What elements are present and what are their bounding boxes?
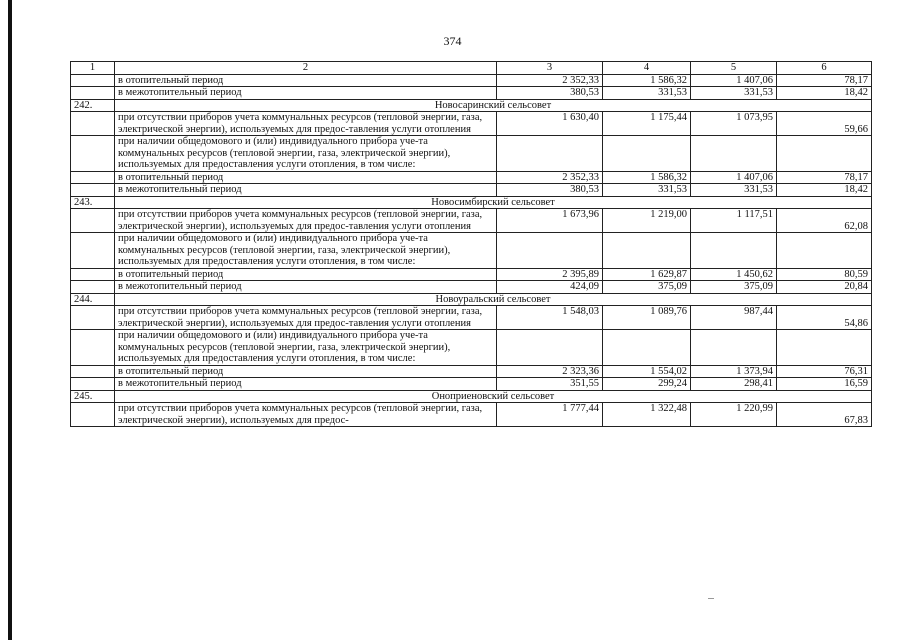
scan-edge-line xyxy=(8,0,12,640)
value-col-6: 18,42 xyxy=(777,87,872,100)
header-col-6: 6 xyxy=(777,62,872,75)
header-col-1: 1 xyxy=(71,62,115,75)
value-col-4: 1 629,87 xyxy=(603,268,691,281)
section-number: 245. xyxy=(71,390,115,403)
row-label: при отсутствии приборов учета коммунальных ресурсов (тепловой энергии, газа, электрической энергии), используемых для предос-тавления услуги отопления xyxy=(115,209,497,233)
section-number: 244. xyxy=(71,293,115,306)
value-col-4: 1 175,44 xyxy=(603,112,691,136)
value-col-4: 1 554,02 xyxy=(603,365,691,378)
value-col-3 xyxy=(497,136,603,172)
value-col-3: 424,09 xyxy=(497,281,603,294)
section-number: 243. xyxy=(71,196,115,209)
value-col-4: 1 586,32 xyxy=(603,74,691,87)
row-number-cell xyxy=(71,233,115,269)
value-col-3: 1 630,40 xyxy=(497,112,603,136)
section-number: 242. xyxy=(71,99,115,112)
table-body xyxy=(71,74,872,427)
row-number-cell xyxy=(71,365,115,378)
scan-mark xyxy=(708,598,714,599)
value-col-4 xyxy=(603,233,691,269)
row-number-cell xyxy=(71,378,115,391)
table-row xyxy=(71,136,872,172)
table-row xyxy=(71,365,872,378)
header-col-2: 2 xyxy=(115,62,497,75)
table-row xyxy=(71,330,872,366)
value-col-3: 2 395,89 xyxy=(497,268,603,281)
value-col-4: 1 322,48 xyxy=(603,403,691,427)
table-row xyxy=(71,87,872,100)
section-title: Новоуральский сельсовет xyxy=(115,293,872,306)
row-number-cell xyxy=(71,112,115,136)
row-number-cell xyxy=(71,87,115,100)
section-header-row xyxy=(71,99,872,112)
section-header-row xyxy=(71,293,872,306)
row-number-cell xyxy=(71,171,115,184)
row-number-cell xyxy=(71,184,115,197)
value-col-5 xyxy=(691,330,777,366)
section-title: Оноприеновский сельсовет xyxy=(115,390,872,403)
value-col-3: 2 323,36 xyxy=(497,365,603,378)
row-number-cell xyxy=(71,209,115,233)
value-col-3: 351,55 xyxy=(497,378,603,391)
table-row xyxy=(71,268,872,281)
section-header-row xyxy=(71,390,872,403)
value-col-5: 375,09 xyxy=(691,281,777,294)
value-col-6 xyxy=(777,330,872,366)
value-col-5: 1 407,06 xyxy=(691,171,777,184)
value-col-4 xyxy=(603,330,691,366)
value-col-4: 1 219,00 xyxy=(603,209,691,233)
row-number-cell xyxy=(71,74,115,87)
row-number-cell xyxy=(71,330,115,366)
value-col-6: 18,42 xyxy=(777,184,872,197)
value-col-5: 1 220,99 xyxy=(691,403,777,427)
header-col-4: 4 xyxy=(603,62,691,75)
row-label: в отопительный период xyxy=(115,171,497,184)
value-col-6: 54,86 xyxy=(777,306,872,330)
value-col-6: 20,84 xyxy=(777,281,872,294)
value-col-5: 331,53 xyxy=(691,184,777,197)
row-label: при отсутствии приборов учета коммунальных ресурсов (тепловой энергии, газа, электрической энергии), используемых для предос-тавления услуги отопления xyxy=(115,112,497,136)
value-col-4: 1 089,76 xyxy=(603,306,691,330)
table-row xyxy=(71,74,872,87)
value-col-5: 1 407,06 xyxy=(691,74,777,87)
value-col-4: 1 586,32 xyxy=(603,171,691,184)
section-title: Новосимбирский сельсовет xyxy=(115,196,872,209)
header-row xyxy=(71,62,872,75)
value-col-6: 76,31 xyxy=(777,365,872,378)
value-col-6: 80,59 xyxy=(777,268,872,281)
value-col-4 xyxy=(603,136,691,172)
value-col-3: 2 352,33 xyxy=(497,74,603,87)
page-number: 374 xyxy=(443,34,462,48)
value-col-5: 987,44 xyxy=(691,306,777,330)
value-col-3: 1 673,96 xyxy=(497,209,603,233)
value-col-4: 331,53 xyxy=(603,184,691,197)
row-number-cell xyxy=(71,403,115,427)
value-col-6 xyxy=(777,136,872,172)
row-number-cell xyxy=(71,136,115,172)
value-col-3: 1 548,03 xyxy=(497,306,603,330)
value-col-3 xyxy=(497,233,603,269)
value-col-6: 67,83 xyxy=(777,403,872,427)
row-label: в отопительный период xyxy=(115,365,497,378)
section-header-row xyxy=(71,196,872,209)
value-col-6: 62,08 xyxy=(777,209,872,233)
table-row xyxy=(71,184,872,197)
value-col-6: 16,59 xyxy=(777,378,872,391)
value-col-4: 331,53 xyxy=(603,87,691,100)
tariff-table xyxy=(70,61,872,427)
table-row xyxy=(71,378,872,391)
value-col-5: 1 450,62 xyxy=(691,268,777,281)
value-col-3: 2 352,33 xyxy=(497,171,603,184)
row-number-cell xyxy=(71,268,115,281)
value-col-5 xyxy=(691,233,777,269)
section-title: Новосаринский сельсовет xyxy=(115,99,872,112)
table-row xyxy=(71,281,872,294)
value-col-5 xyxy=(691,136,777,172)
row-label: в межотопительный период xyxy=(115,281,497,294)
value-col-6: 78,17 xyxy=(777,74,872,87)
value-col-4: 299,24 xyxy=(603,378,691,391)
value-col-6: 78,17 xyxy=(777,171,872,184)
value-col-4: 375,09 xyxy=(603,281,691,294)
row-label: в межотопительный период xyxy=(115,378,497,391)
row-number-cell xyxy=(71,306,115,330)
value-col-5: 298,41 xyxy=(691,378,777,391)
value-col-3: 1 777,44 xyxy=(497,403,603,427)
row-label: при отсутствии приборов учета коммунальных ресурсов (тепловой энергии, газа, электрической энергии), используемых для предос- xyxy=(115,403,497,427)
value-col-5: 1 073,95 xyxy=(691,112,777,136)
row-label: при наличии общедомового и (или) индивидуального прибора уче-та коммунальных ресурсов (тепловой энергии, газа, электрической энергии), используемых для предоставления услуги отопления, в том числе: xyxy=(115,330,497,366)
table-row xyxy=(71,306,872,330)
value-col-3: 380,53 xyxy=(497,184,603,197)
row-label: в межотопительный период xyxy=(115,184,497,197)
value-col-6: 59,66 xyxy=(777,112,872,136)
table-row xyxy=(71,233,872,269)
header-col-5: 5 xyxy=(691,62,777,75)
table-row xyxy=(71,171,872,184)
table-row xyxy=(71,209,872,233)
row-label: при отсутствии приборов учета коммунальных ресурсов (тепловой энергии, газа, электрической энергии), используемых для предос-тавления услуги отопления xyxy=(115,306,497,330)
row-label: в межотопительный период xyxy=(115,87,497,100)
value-col-3: 380,53 xyxy=(497,87,603,100)
value-col-3 xyxy=(497,330,603,366)
row-label: в отопительный период xyxy=(115,74,497,87)
value-col-5: 1 373,94 xyxy=(691,365,777,378)
row-number-cell xyxy=(71,281,115,294)
value-col-5: 1 117,51 xyxy=(691,209,777,233)
row-label: в отопительный период xyxy=(115,268,497,281)
table-row xyxy=(71,112,872,136)
value-col-5: 331,53 xyxy=(691,87,777,100)
header-col-3: 3 xyxy=(497,62,603,75)
value-col-6 xyxy=(777,233,872,269)
table-row xyxy=(71,403,872,427)
row-label: при наличии общедомового и (или) индивидуального прибора уче-та коммунальных ресурсов (тепловой энергии, газа, электрической энергии), используемых для предоставления услуги отопления, в том числе: xyxy=(115,136,497,172)
row-label: при наличии общедомового и (или) индивидуального прибора уче-та коммунальных ресурсов (тепловой энергии, газа, электрической энергии), используемых для предоставления услуги отопления, в том числе: xyxy=(115,233,497,269)
